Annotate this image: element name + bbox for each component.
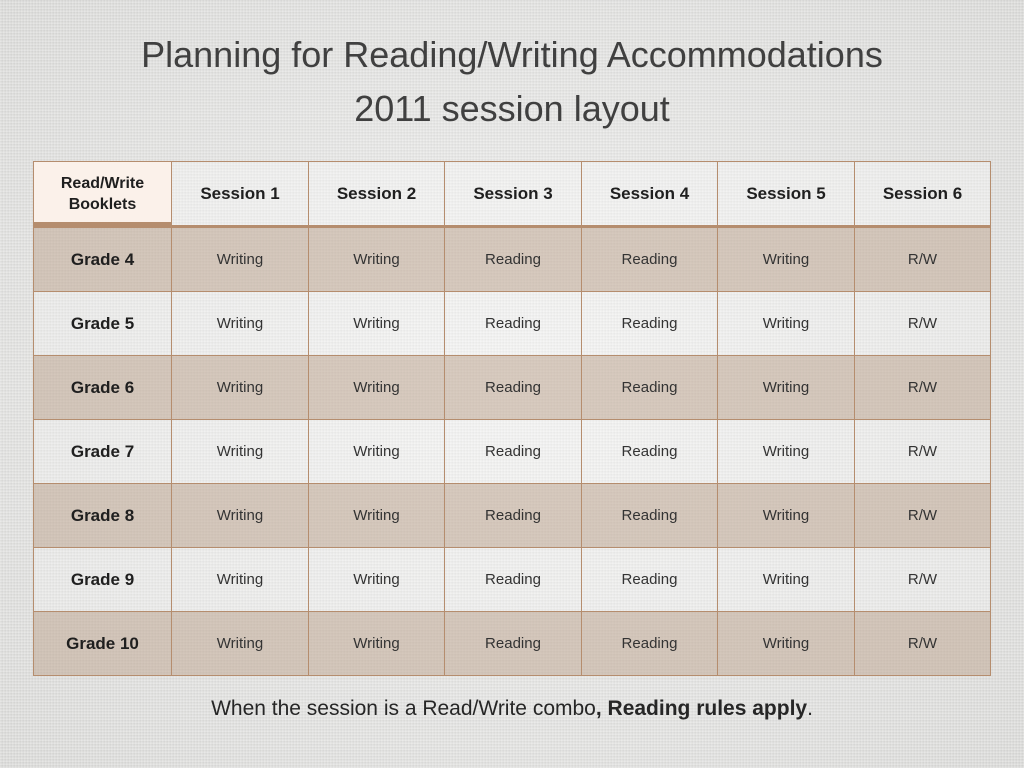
table-cell: Reading — [582, 420, 718, 484]
table-cell: R/W — [855, 227, 991, 292]
table-cell: R/W — [855, 612, 991, 676]
table-header-row — [34, 162, 991, 227]
table-cell: Writing — [718, 612, 855, 676]
grade-label: Grade 4 — [34, 227, 172, 292]
session-layout-table — [33, 161, 990, 676]
session-header: Session 1 — [172, 162, 309, 227]
table-cell: Reading — [445, 227, 582, 292]
grade-label: Grade 5 — [34, 292, 172, 356]
table-cell: Writing — [309, 612, 445, 676]
table-row — [34, 612, 991, 676]
table-cell: Writing — [172, 420, 309, 484]
footnote-text: When the session is a Read/Write combo — [211, 697, 596, 720]
table-cell: Writing — [718, 227, 855, 292]
table-row — [34, 484, 991, 548]
table-row — [34, 420, 991, 484]
table-cell: R/W — [855, 548, 991, 612]
table-cell: Reading — [582, 548, 718, 612]
grade-label: Grade 7 — [34, 420, 172, 484]
grade-label: Grade 9 — [34, 548, 172, 612]
table-cell: Reading — [582, 356, 718, 420]
grade-label: Grade 6 — [34, 356, 172, 420]
table-cell: Writing — [718, 484, 855, 548]
table-cell: Writing — [309, 420, 445, 484]
footnote — [0, 697, 1024, 721]
table-cell: Writing — [172, 484, 309, 548]
table-cell: Writing — [718, 292, 855, 356]
session-header: Session 6 — [855, 162, 991, 227]
table-cell: Writing — [172, 548, 309, 612]
table-row — [34, 227, 991, 292]
session-header: Session 5 — [718, 162, 855, 227]
grade-label: Grade 10 — [34, 612, 172, 676]
table-cell: Writing — [718, 356, 855, 420]
table-cell: R/W — [855, 356, 991, 420]
table-row — [34, 548, 991, 612]
table-cell: Reading — [445, 548, 582, 612]
table-cell: Reading — [445, 612, 582, 676]
table-cell: Reading — [582, 292, 718, 356]
session-header: Session 2 — [309, 162, 445, 227]
table-cell: Reading — [582, 227, 718, 292]
table-cell: R/W — [855, 292, 991, 356]
table-cell: Writing — [718, 420, 855, 484]
table-cell: Writing — [172, 292, 309, 356]
corner-header: Read/Write Booklets — [34, 162, 172, 227]
session-table — [33, 161, 991, 676]
table-cell: Writing — [309, 484, 445, 548]
table-cell: Writing — [718, 548, 855, 612]
table-cell: Writing — [172, 356, 309, 420]
table-cell: Reading — [582, 612, 718, 676]
table-cell: Reading — [445, 292, 582, 356]
table-cell: R/W — [855, 484, 991, 548]
footnote-emphasis: , Reading rules apply — [595, 697, 808, 720]
slide-title — [0, 28, 1024, 136]
table-cell: Writing — [309, 292, 445, 356]
table-cell: Writing — [172, 227, 309, 292]
session-header: Session 3 — [445, 162, 582, 227]
table-cell: Writing — [309, 356, 445, 420]
table-cell: Reading — [582, 484, 718, 548]
table-cell: Reading — [445, 356, 582, 420]
table-cell: Writing — [172, 612, 309, 676]
title-line-1: Planning for Reading/Writing Accommodations — [141, 34, 883, 75]
table-row — [34, 292, 991, 356]
footnote-end: . — [807, 697, 813, 720]
table-row — [34, 356, 991, 420]
title-line-2: 2011 session layout — [354, 88, 670, 129]
table-cell: R/W — [855, 420, 991, 484]
table-cell: Writing — [309, 227, 445, 292]
session-header: Session 4 — [582, 162, 718, 227]
grade-label: Grade 8 — [34, 484, 172, 548]
table-cell: Reading — [445, 484, 582, 548]
table-cell: Reading — [445, 420, 582, 484]
table-cell: Writing — [309, 548, 445, 612]
